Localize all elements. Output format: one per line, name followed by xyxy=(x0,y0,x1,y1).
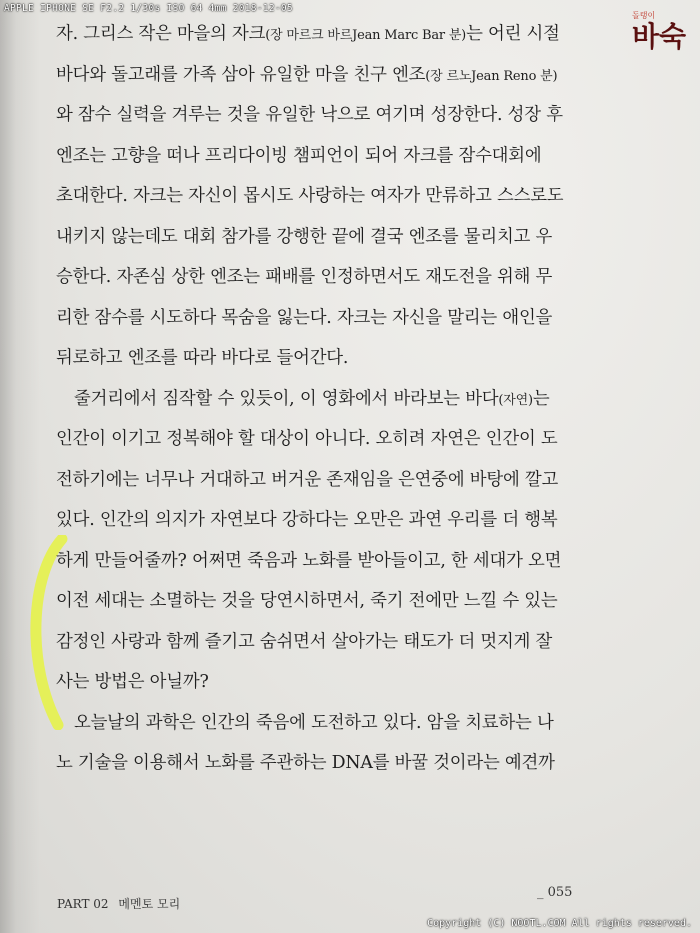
text-run: 승한다. 자존심 상한 엔조는 패배를 인정하면서도 재도전을 위해 무 xyxy=(56,267,553,287)
text-line xyxy=(56,298,621,339)
text-run: 사는 방법은 아닐까? xyxy=(56,672,209,692)
text-run: 리한 잠수를 시도하다 목숨을 잃는다. 자크는 자신을 말리는 애인을 xyxy=(56,307,553,328)
text-run: 감정인 사랑과 함께 즐기고 숨쉬면서 살아가는 태도가 더 멋지게 잘 xyxy=(56,631,553,652)
part-title: 메멘토 모리 xyxy=(118,897,181,911)
text-run: 줄거리에서 짐작할 수 있듯이, 이 영화에서 바라보는 바다 xyxy=(74,388,499,409)
text-line xyxy=(56,581,621,622)
body-text xyxy=(56,14,621,784)
text-run: 있다. 인간의 의지가 자연보다 강하다는 오만은 과연 우리를 더 행복 xyxy=(56,510,558,530)
text-line xyxy=(56,622,621,663)
text-line xyxy=(56,217,621,258)
text-run: 초대한다. 자크는 자신이 몹시도 사랑하는 여자가 만류하고 스스로도 xyxy=(56,186,564,206)
text-line xyxy=(56,338,621,379)
text-line xyxy=(56,95,621,136)
text-run: 는 어린 시절 xyxy=(466,24,560,44)
camera-info-overlay: APPLE IPHONE SE F2.2 1/30s ISO 64 4mm 2018-12-05 xyxy=(4,3,293,14)
text-line xyxy=(56,743,621,784)
copyright-overlay: Copyright (C) NOOTL.COM All rights reserved. xyxy=(427,918,692,929)
text-line xyxy=(56,662,621,703)
text-line xyxy=(56,460,621,501)
watermark-main-text: 바숙 xyxy=(632,20,687,52)
text-line xyxy=(56,176,621,217)
text-line xyxy=(56,257,621,298)
text-run: 인간이 이기고 정복해야 할 대상이 아니다. 오히려 자연은 인간이 도 xyxy=(56,429,558,449)
text-line xyxy=(56,419,621,460)
text-run: 는 xyxy=(532,388,550,409)
text-line xyxy=(56,55,621,96)
part-label: PART 02 xyxy=(57,897,109,911)
text-run: 노 기술을 이용해서 노화를 주관하는 DNA를 바꿀 것이라는 예견까 xyxy=(56,753,555,773)
inline-note: (자연) xyxy=(498,392,533,408)
text-line xyxy=(56,541,621,582)
text-line xyxy=(56,379,621,420)
text-run: 바다와 돌고래를 가족 삼아 유일한 마을 친구 엔조 xyxy=(56,64,426,85)
watermark-logo xyxy=(628,8,690,52)
text-line xyxy=(56,136,621,177)
text-run: 와 잠수 실력을 겨루는 것을 유일한 낙으로 여기며 성장한다. 성장 후 xyxy=(56,105,563,125)
text-run: 엔조는 고향을 떠나 프리다이빙 챔피언이 되어 자크를 잠수대회에 xyxy=(56,145,542,166)
text-run: 전하기에는 너무나 거대하고 버거운 존재임을 은연중에 바탕에 깔고 xyxy=(56,469,559,490)
text-line xyxy=(56,500,621,541)
text-run: 자. 그리스 작은 마을의 자크 xyxy=(56,24,266,44)
text-run: 오늘날의 과학은 인간의 죽음에 도전하고 있다. 암을 치료하는 나 xyxy=(74,712,554,733)
text-line xyxy=(56,14,621,55)
text-run: 뒤로하고 엔조를 따라 바다로 들어간다. xyxy=(56,348,349,368)
inline-note: (장 마르크 바르Jean Marc Bar 분) xyxy=(265,28,467,43)
text-run: 내키지 않는데도 대회 참가를 강행한 끝에 결국 엔조를 물리치고 우 xyxy=(56,226,553,247)
text-line xyxy=(56,703,621,744)
inline-note: (장 르노Jean Reno 분) xyxy=(425,68,558,84)
watermark-small-text: 돌탱이 xyxy=(632,11,656,20)
running-footer xyxy=(57,895,180,912)
text-run: 하게 만들어줄까? 어쩌면 죽음과 노화를 받아들이고, 한 세대가 오면 xyxy=(56,550,562,571)
page-number: _ 055 xyxy=(537,885,573,900)
text-run: 이전 세대는 소멸하는 것을 당연시하면서, 죽기 전에만 느낄 수 있는 xyxy=(56,591,558,611)
